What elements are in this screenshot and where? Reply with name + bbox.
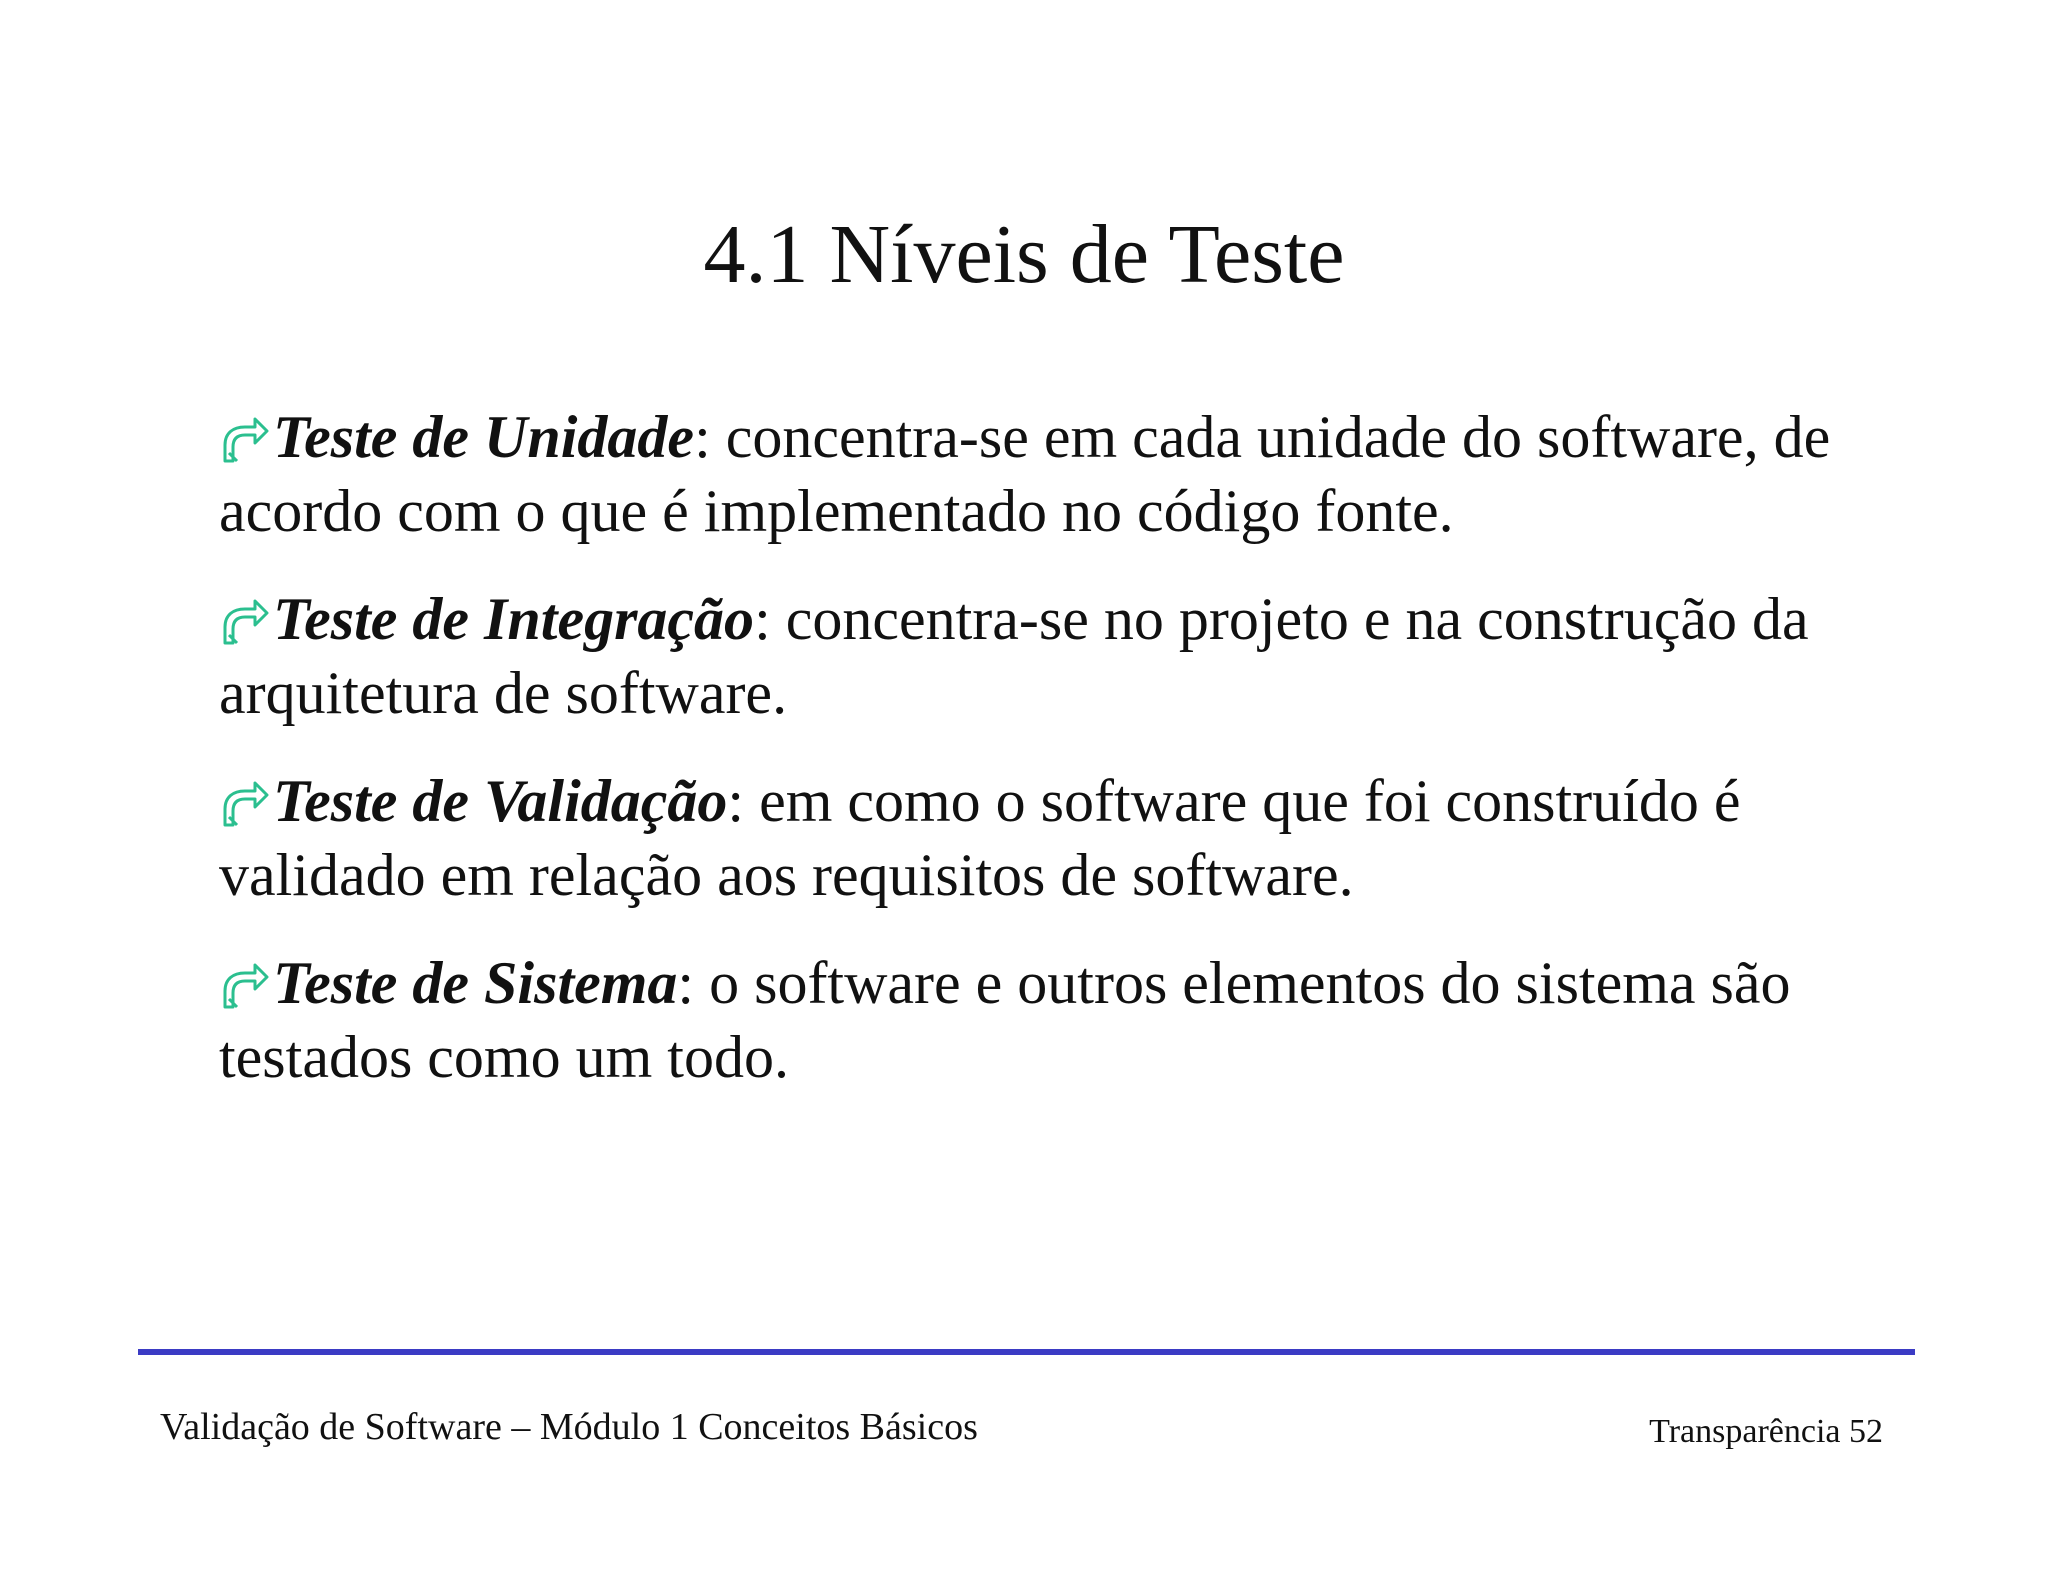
bullet-text: : em como o software que foi construído é validado em relação aos requisitos de software. bbox=[219, 768, 1741, 908]
curved-arrow-icon bbox=[219, 773, 271, 829]
footer-course-title: Validação de Software – Módulo 1 Conceitos Básicos bbox=[160, 1406, 978, 1448]
bullet-item bbox=[219, 400, 1849, 548]
bullet-term: Teste de Integração bbox=[273, 586, 755, 652]
curved-arrow-icon bbox=[219, 409, 271, 465]
bullet-term: Teste de Validação bbox=[273, 768, 728, 834]
bullet-term: Teste de Sistema bbox=[273, 950, 678, 1016]
bullet-term: Teste de Unidade bbox=[273, 404, 695, 470]
bullet-item bbox=[219, 946, 1849, 1094]
bullet-item bbox=[219, 764, 1849, 912]
footer-divider bbox=[138, 1349, 1915, 1355]
curved-arrow-icon bbox=[219, 955, 271, 1011]
bullet-list bbox=[219, 400, 1849, 1128]
footer-slide-number: Transparência 52 bbox=[1649, 1413, 1883, 1450]
bullet-item bbox=[219, 582, 1849, 730]
bullet-text: : concentra-se no projeto e na construção da arquitetura de software. bbox=[219, 586, 1809, 726]
bullet-text: : o software e outros elementos do sistema são testados como um todo. bbox=[219, 950, 1791, 1090]
bullet-text: : concentra-se em cada unidade do software, de acordo com o que é implementado no código fonte. bbox=[219, 404, 1831, 544]
slide-title: 4.1 Níveis de Teste bbox=[703, 208, 1345, 301]
curved-arrow-icon bbox=[219, 591, 271, 647]
